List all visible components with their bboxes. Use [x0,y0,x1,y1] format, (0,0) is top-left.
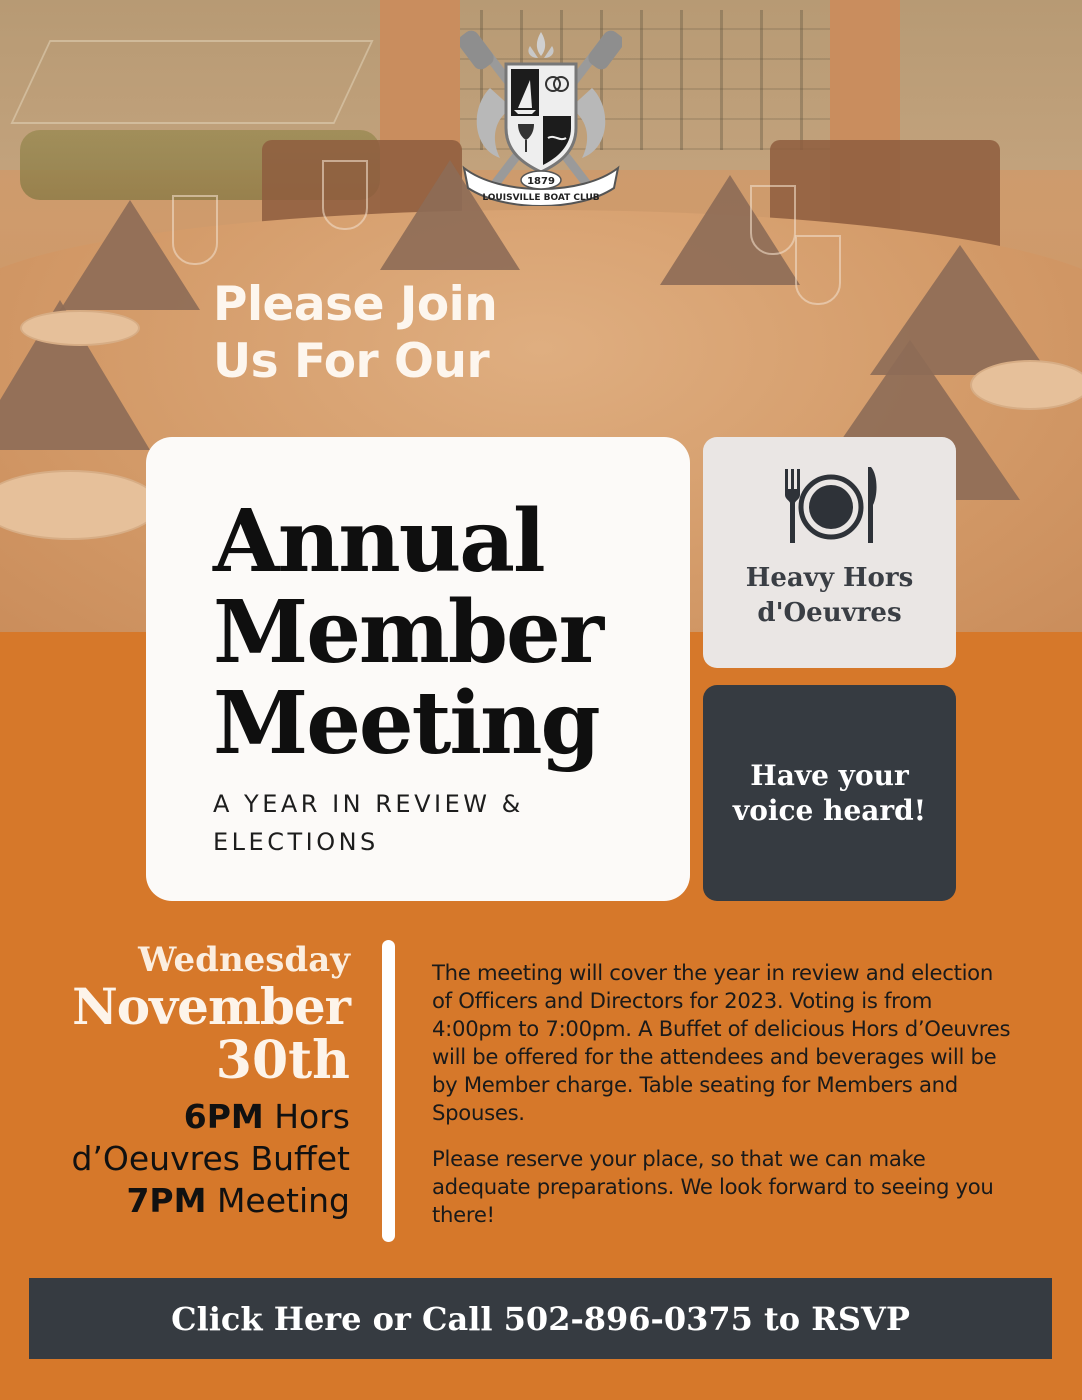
subtitle-line: A YEAR IN REVIEW & [213,790,524,818]
plate-fork-knife-icon [783,465,879,547]
plate [970,360,1082,410]
event-subtitle [213,785,613,861]
schedule-line [20,1180,350,1222]
schedule-event: Hors [263,1097,350,1136]
schedule-line [20,1096,350,1138]
schedule-event: Meeting [206,1181,350,1220]
event-description [432,959,1012,1229]
rsvp-button[interactable]: Click Here or Call 502-896-0375 to RSVP [29,1278,1052,1359]
food-label [703,561,956,631]
club-logo [460,28,622,206]
event-weekday: Wednesday [138,940,350,980]
invitation-headline [213,276,633,390]
description-paragraph: The meeting will cover the year in review and election of Officers and Directors for 2023. Voting is from 4:00pm to 7:00pm. A Buffet of delicious Hors d’Oeuvres will be offered for the attendees and beverages will be by Member charge. Table seating for Members and Spouses. [432,960,1011,1125]
wine-glass [172,195,218,265]
svg-text:1879: 1879 [527,176,555,187]
description-paragraph: Please reserve your place, so that we can make adequate preparations. We look forward to seeing you there! [432,1146,994,1227]
headline-line: Us For Our [213,334,490,389]
wine-glass [750,185,796,255]
subtitle-line: ELECTIONS [213,828,379,856]
food-label-line: d'Oeuvres [757,598,902,628]
plate [20,310,140,346]
title-line: Meeting [213,673,599,774]
wine-glass [322,160,368,230]
svg-text:LOUISVILLE BOAT CLUB: LOUISVILLE BOAT CLUB [482,193,600,203]
schedule-time: 7PM [126,1181,207,1220]
event-title [213,491,683,774]
title-line: Annual [213,491,544,592]
title-line: Member [213,582,603,683]
headline-line: Please Join [213,277,498,332]
voice-label-line: Have your [750,759,909,792]
voice-label-line: voice heard! [732,794,927,827]
vertical-divider [382,940,395,1242]
event-schedule [20,1096,350,1222]
event-date: 30th [215,1030,350,1091]
food-label-line: Heavy Hors [745,563,914,593]
schedule-line: d’Oeuvres Buffet [71,1139,350,1178]
wine-glass [795,235,841,305]
event-month: November [72,977,350,1036]
schedule-time: 6PM [183,1097,264,1136]
voice-label [703,758,956,828]
